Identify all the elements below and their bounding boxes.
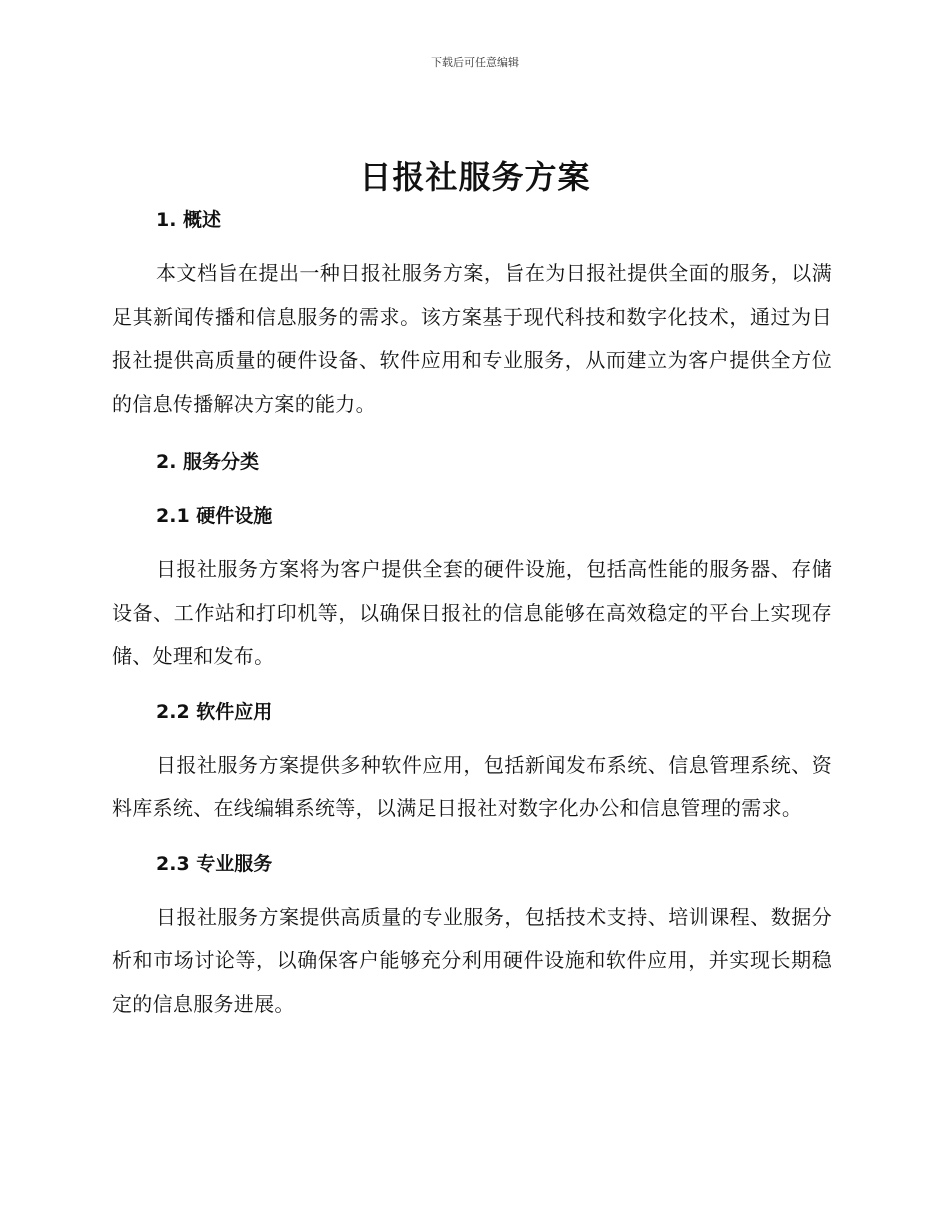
- section-heading-professional-services: 2.3 专业服务: [156, 852, 273, 875]
- section-paragraph-software: 日报社服务方案提供多种软件应用，包括新闻发布系统、信息管理系统、资料库系统、在线编辑系统等，以满足日报社对数字化办公和信息管理的需求。: [112, 752, 832, 820]
- section-heading-service-categories: 2. 服务分类: [156, 451, 260, 473]
- document-title: 日报社服务方案: [359, 158, 591, 196]
- section-paragraph-overview: 本文档旨在提出一种日报社服务方案，旨在为日报社提供全面的服务，以满足其新闻传播和信息服务的需求。该方案基于现代科技和数字化技术，通过为日报社提供高质量的硬件设备、软件应用和专业服务，从而建立为客户提供全方位的信息传播解决方案的能力。: [112, 261, 832, 416]
- section-heading-overview: 1. 概述: [156, 209, 222, 231]
- section-heading-hardware: 2.1 硬件设施: [156, 505, 273, 527]
- section-paragraph-hardware: 日报社服务方案将为客户提供全套的硬件设施，包括高性能的服务器、存储设备、工作站和打印机等，以确保日报社的信息能够在高效稳定的平台上实现存储、处理和发布。: [112, 557, 832, 668]
- section-heading-software: 2.2 软件应用: [156, 700, 273, 723]
- document-body: [112, 200, 832, 1026]
- header-note: 下载后可任意编辑: [431, 56, 519, 69]
- section-paragraph-professional-services: 日报社服务方案提供高质量的专业服务，包括技术支持、培训课程、数据分析和市场讨论等，以确保客户能够充分利用硬件设施和软件应用，并实现长期稳定的信息服务进展。: [112, 904, 832, 1016]
